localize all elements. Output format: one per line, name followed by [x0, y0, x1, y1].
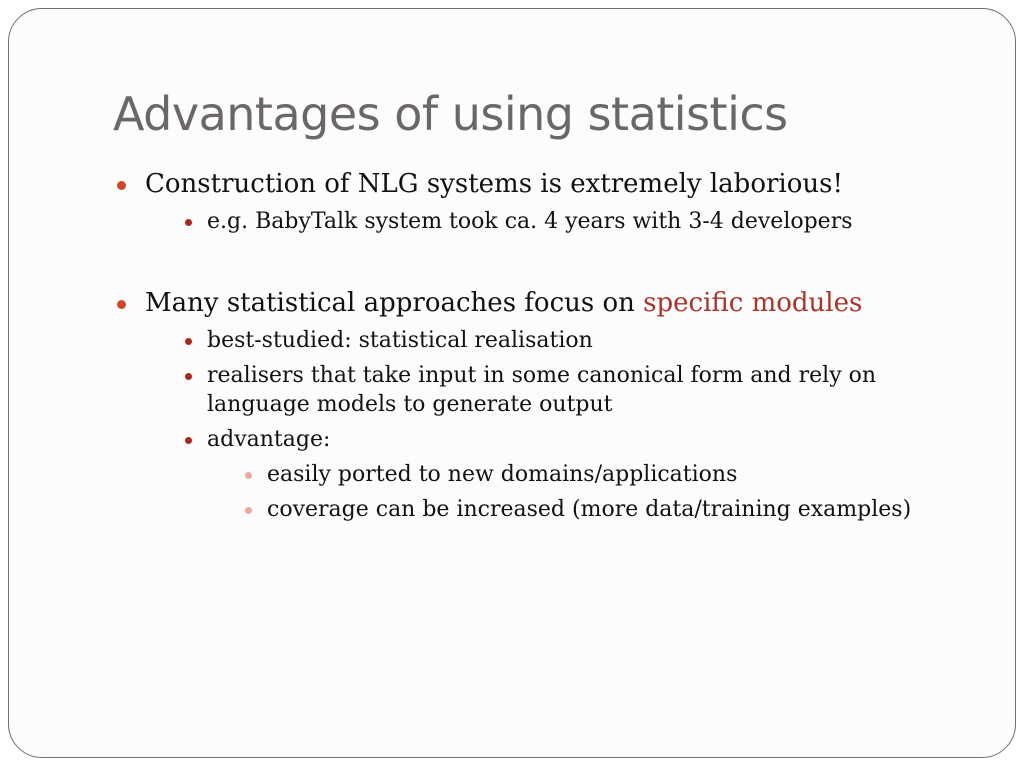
bullet-dot-icon — [185, 219, 192, 226]
sub-bullet-babytalk — [177, 207, 973, 236]
bullet-dot-icon — [245, 472, 252, 479]
slide-frame — [8, 8, 1016, 758]
bullet-dot-icon — [185, 338, 192, 345]
highlighted-text: specific modules — [643, 288, 863, 318]
bullet-dot-icon — [245, 507, 252, 514]
bullet-list — [113, 167, 973, 524]
sub-bullet-list — [145, 207, 973, 236]
sub-bullet-advantage — [177, 425, 973, 524]
sub-sub-bullet-text: easily ported to new domains/applications — [267, 462, 738, 487]
sub-sub-bullet-text: coverage can be increased (more data/training examples) — [267, 497, 912, 522]
slide-title: Advantages of using statistics — [113, 87, 788, 141]
bullet-dot-icon — [185, 373, 192, 380]
sub-bullet-text: realisers that take input in some canonical form and rely on language models to generate output — [207, 363, 877, 417]
sub-sub-bullet-ported — [237, 460, 973, 489]
sub-bullet-realisers — [177, 361, 973, 419]
sub-sub-bullet-list — [207, 460, 973, 524]
bullet-text-prefix: Many statistical approaches focus on — [145, 288, 644, 318]
sub-bullet-text: best-studied: statistical realisation — [207, 328, 593, 353]
bullet-dot-icon — [117, 181, 126, 190]
sub-bullet-list — [145, 326, 973, 524]
sub-bullet-best-studied — [177, 326, 973, 355]
bullet-construction — [113, 167, 973, 236]
bullet-text: Construction of NLG systems is extremely laborious! — [145, 169, 843, 199]
sub-bullet-text: e.g. BabyTalk system took ca. 4 years with 3-4 developers — [207, 209, 853, 234]
bullet-dot-icon — [117, 300, 126, 309]
sub-bullet-text: advantage: — [207, 427, 331, 452]
bullet-dot-icon — [185, 437, 192, 444]
bullet-statistical-approaches — [113, 286, 973, 524]
sub-sub-bullet-coverage — [237, 495, 973, 524]
